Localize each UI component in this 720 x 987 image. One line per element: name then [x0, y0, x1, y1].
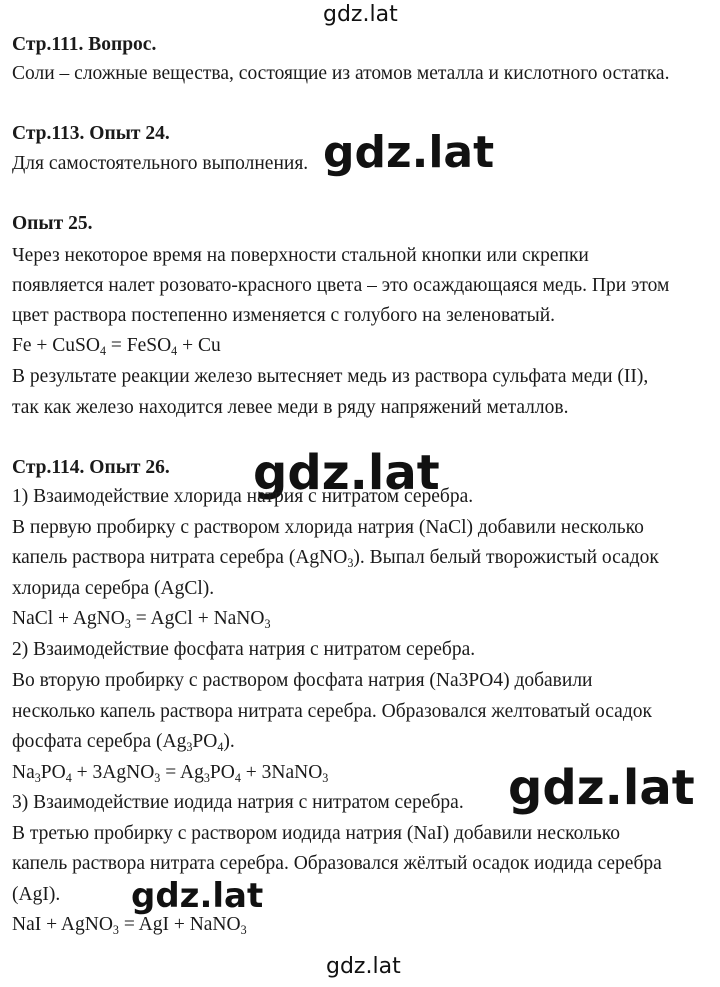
paragraph-line: цвет раствора постепенно изменяется с голубого на зеленоватый. [12, 305, 556, 326]
paragraph-line: появляется налет розовато-красного цвета – это осаждающаяся медь. При этом [12, 275, 670, 296]
paragraph-line: Во вторую пробирку с раствором фосфата натрия (Na3PO4) добавили [12, 670, 593, 691]
paragraph-line: так как железо находится левее меди в ряду напряжений металлов. [12, 397, 569, 418]
paragraph-line: В результате реакции железо вытесняет медь из раствора сульфата меди (II), [12, 366, 649, 387]
experiment-title: 1) Взаимодействие хлорида натрия с нитратом серебра. [12, 486, 474, 507]
chemical-equation: Fe + CuSO$_4$ = FeSO$_4$ + Cu [12, 335, 221, 359]
section-heading: Стр.113. Опыт 24. [12, 123, 170, 144]
watermark-large: gdz.lat [323, 127, 495, 178]
chemical-equation: $Na_3PO_4$ + 3AgNO$_3$ = $Ag_3PO_4$ + 3NaNO$_3$ [12, 762, 329, 786]
paragraph-line: хлорида серебра (AgCl). [12, 578, 215, 599]
watermark-bottom: gdz.lat [326, 954, 401, 979]
watermark-large: gdz.lat [253, 445, 440, 501]
section-heading: Опыт 25. [12, 213, 93, 234]
paragraph-line: фосфата серебра $(Ag_3PO_4)$. [12, 731, 235, 755]
paragraph-line: несколько капель раствора нитрата серебра. Образовался желтоватый осадок [12, 701, 652, 722]
section-heading: Стр.114. Опыт 26. [12, 457, 170, 478]
watermark-large: gdz.lat [508, 760, 695, 816]
paragraph-line: (AgI). [12, 884, 61, 905]
paragraph-line: Соли – сложные вещества, состоящие из атомов металла и кислотного остатка. [12, 63, 670, 84]
experiment-title: 3) Взаимодействие иодида натрия с нитратом серебра. [12, 792, 464, 813]
watermark-top: gdz.lat [323, 2, 398, 27]
paragraph-line: капель раствора нитрата серебра (AgNO$_3$). Выпал белый творожистый осадок [12, 547, 659, 571]
paragraph-line: Для самостоятельного выполнения. [12, 153, 309, 174]
chemical-equation: NaI + AgNO$_3$ = AgI + NaNO$_3$ [12, 914, 247, 938]
paragraph-line: В третью пробирку с раствором иодида натрия (NaI) добавили несколько [12, 823, 620, 844]
section-heading: Стр.111. Вопрос. [12, 34, 157, 55]
paragraph-line: В первую пробирку с раствором хлорида натрия (NaCl) добавили несколько [12, 517, 644, 538]
chemical-equation: NaCl + AgNO$_3$ = AgCl + NaNO$_3$ [12, 608, 271, 632]
paragraph-line: Через некоторое время на поверхности стальной кнопки или скрепки [12, 245, 589, 266]
paragraph-line: капель раствора нитрата серебра. Образовался жёлтый осадок иодида серебра [12, 853, 662, 874]
watermark-large: gdz.lat [131, 876, 264, 916]
experiment-title: 2) Взаимодействие фосфата натрия с нитратом серебра. [12, 639, 476, 660]
